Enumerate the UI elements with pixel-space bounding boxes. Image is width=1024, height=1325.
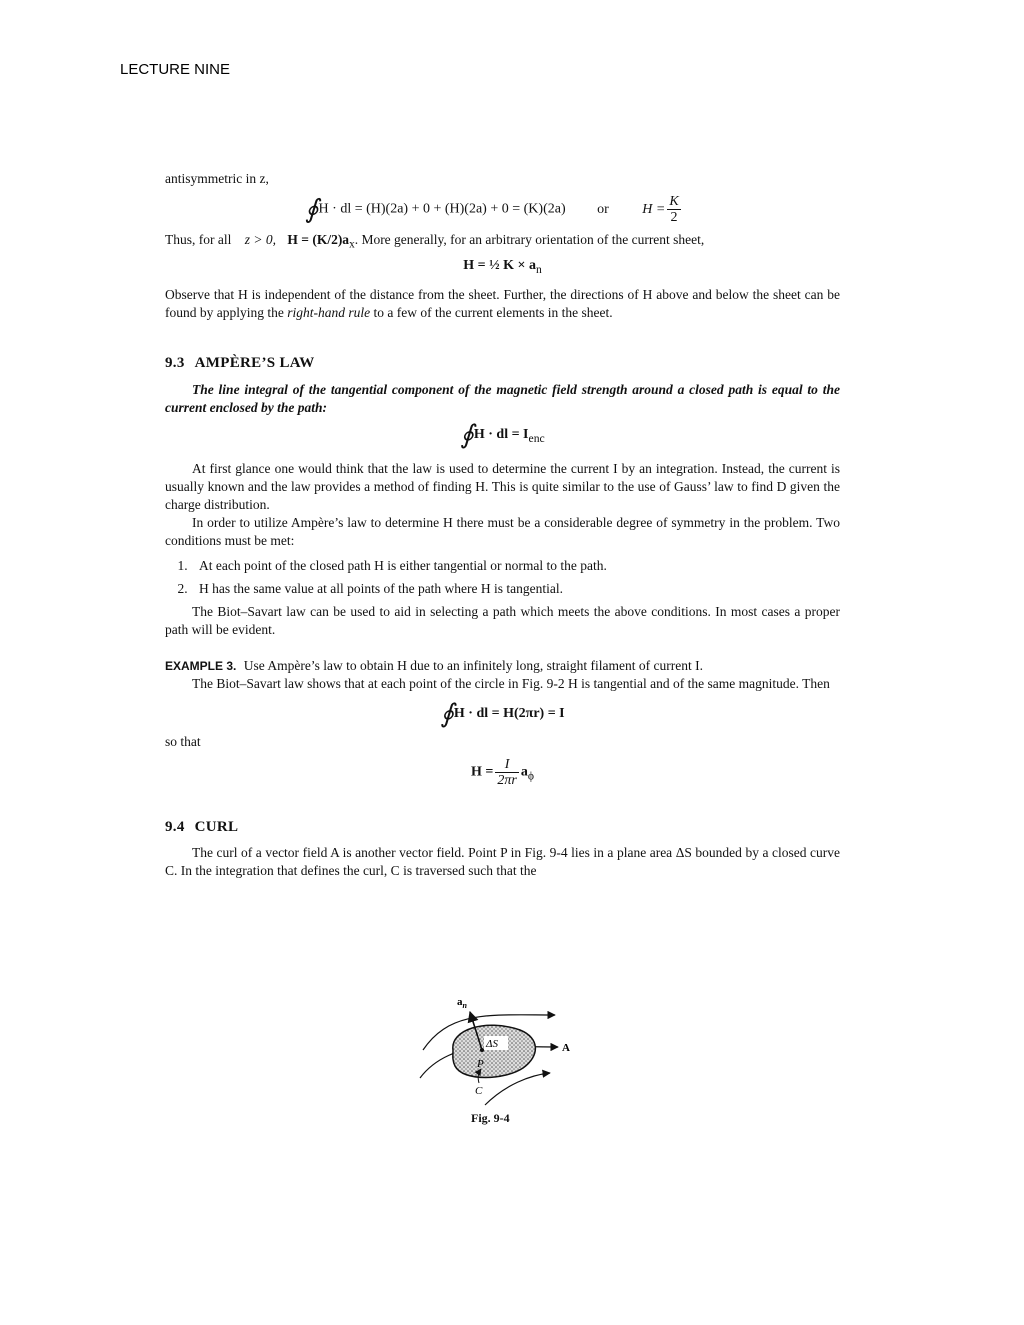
curl-paragraph: The curl of a vector field A is another vector field. Point P in Fig. 9-4 lies in a plane area ΔS bounded by a closed curve C. In the integration that defines the curl, C is traversed such that the xyxy=(165,845,840,879)
contour-integral-symbol: ∮ xyxy=(305,194,319,224)
ampere-equation: ∮H · dl = $I_{enc}$ xyxy=(460,420,545,450)
field-line xyxy=(485,1073,550,1105)
fraction: $\frac{K}{2}$ xyxy=(669,194,679,225)
thus-line: Thus, for all z > 0, $H = (K/2)a_x$. More generally, for an arbitrary orientation of the current sheet, xyxy=(165,232,705,251)
curl-diagram xyxy=(415,990,585,1130)
section-heading-9-3: 9.3 AMPÈRE’S LAW xyxy=(165,355,315,372)
figure-caption: Fig. 9-4 xyxy=(471,1111,510,1125)
ampere-statement: The line integral of the tangential component of the magnetic field strength around a closed path is equal to the current enclosed by the path: xyxy=(165,382,840,416)
label-p: P xyxy=(477,1058,484,1070)
contour-integral-symbol: ∮ xyxy=(460,420,474,450)
label-c: C xyxy=(475,1085,483,1097)
equation-1: ∮H · dl = (H)(2a) + 0 + (H)(2a) + 0 = (K)(2a) or H = $\frac{K}{2}$ xyxy=(305,194,679,225)
list-item: 2. H has the same value at all points of the path where H is tangential. xyxy=(191,580,840,598)
ampere-paragraph-2: In order to utilize Ampère’s law to determine H there must be a considerable degree of symmetry in the problem. Two conditions must be met: xyxy=(165,515,840,549)
contour-integral-symbol: ∮ xyxy=(440,699,454,729)
ampere-paragraph-3: The Biot–Savart law can be used to aid in selecting a path which meets the above conditions. In most cases a proper path will be evident. xyxy=(165,604,840,638)
page-content xyxy=(165,170,840,880)
area-delta-s xyxy=(453,1025,536,1077)
figure-9-4 xyxy=(415,990,585,1130)
equation-2: H = ½ $K \times a_n$ xyxy=(463,257,542,276)
example-equation-1: ∮H · dl = H(2πr) = I xyxy=(440,699,565,729)
example-3-title: EXAMPLE 3. Use Ampère’s law to obtain H due to an infinitely long, straight filament of current I. xyxy=(165,658,703,674)
observe-paragraph: Observe that H is independent of the distance from the sheet. Further, the directions of H above and below the sheet can be found by applying the right-hand rule to a few of the current elements in the sheet. xyxy=(165,287,840,321)
so-that-text: so that xyxy=(165,734,201,750)
label-ds: ΔS xyxy=(486,1038,498,1050)
lead-text: antisymmetric in z, xyxy=(165,171,269,186)
ampere-paragraph-1: At first glance one would think that the law is used to determine the current I by an integration. Instead, the current is usually known and the law provides a method of finding H. This is quite similar to the use of Gauss’ law to find D given the charge distribution. xyxy=(165,461,840,513)
point-p xyxy=(480,1048,484,1052)
example-equation-2: H = $\frac{I}{2\pi r}$ $a_\phi$ xyxy=(471,757,534,789)
list-item: 1. At each point of the closed path H is either tangential or normal to the path. xyxy=(191,557,840,575)
label-an: $a_n$ xyxy=(457,996,467,1010)
fraction: $\frac{I}{2\pi r}$ xyxy=(497,757,517,789)
lecture-header: LECTURE NINE xyxy=(120,61,231,78)
example-3-paragraph: The Biot–Savart law shows that at each point of the circle in Fig. 9-2 H is tangential and of the same magnitude. Then xyxy=(192,676,830,692)
label-a: A xyxy=(562,1042,570,1054)
section-heading-9-4: 9.4 CURL xyxy=(165,819,239,836)
conditions-list xyxy=(165,557,840,598)
